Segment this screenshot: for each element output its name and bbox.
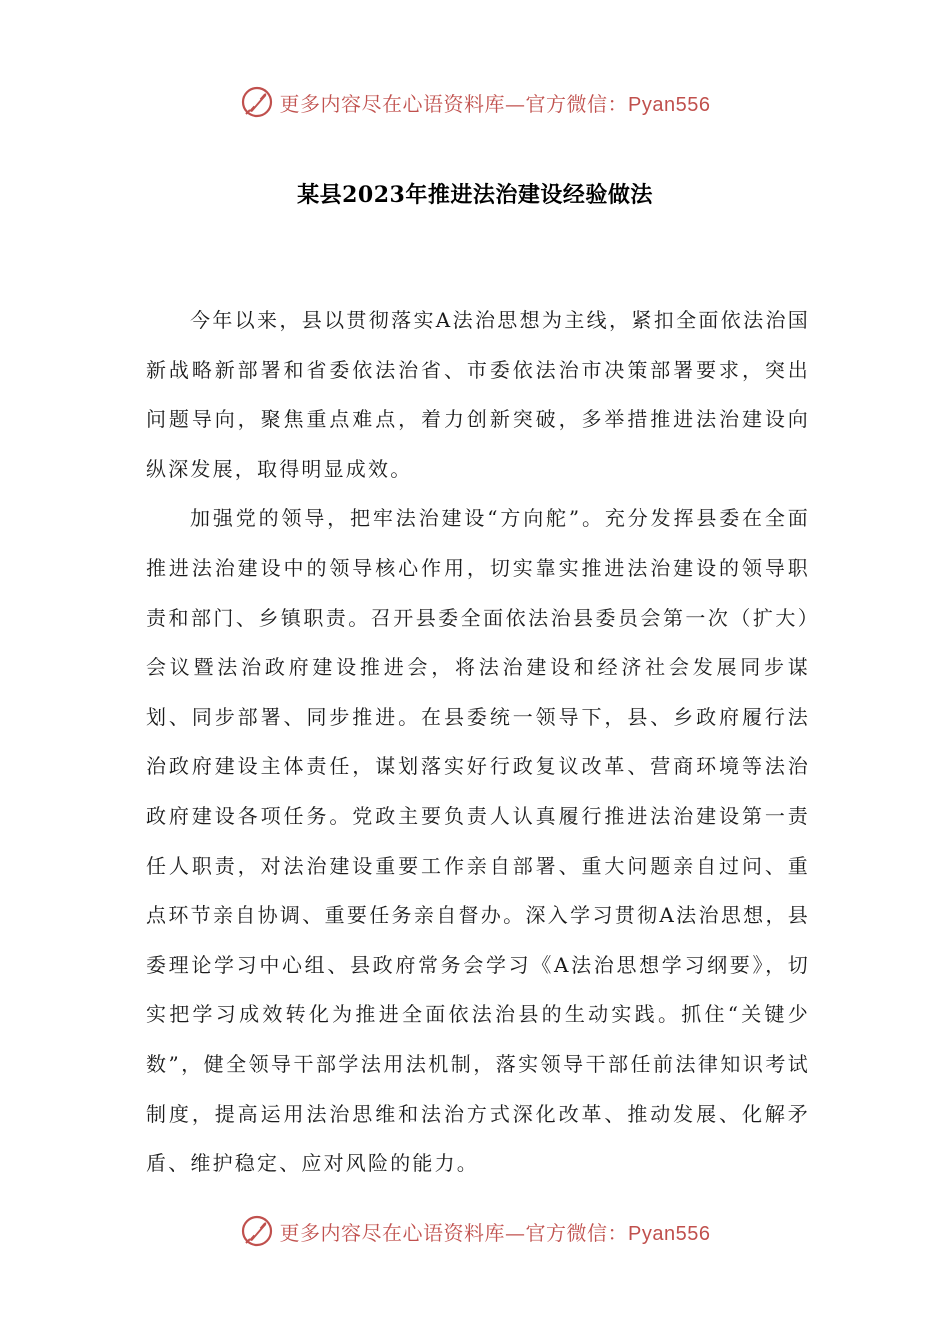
watermark-text <box>280 1217 711 1246</box>
wechat-id: Pyan556 <box>628 93 711 116</box>
watermark-text <box>280 88 711 117</box>
quill-pen-logo-icon <box>240 85 274 119</box>
document-title: 某县2023年推进法治建设经验做法 <box>297 182 653 208</box>
document-body <box>146 296 810 1189</box>
watermark-label: 更多内容尽在心语资料库—官方微信： <box>279 91 629 116</box>
paragraph-intro: 今年以来，县以贯彻落实A法治思想为主线，紧扣全面依法治国新战略新部署和省委依法治省、市委依法治市决策部署要求，突出问题导向，聚焦重点难点，着力创新突破，多举措推进法治建设向纵深发展，取得明显成效。 <box>146 308 810 481</box>
watermark-banner-bottom <box>0 1211 950 1251</box>
wechat-id: Pyan556 <box>628 1222 711 1245</box>
paragraph-party-leadership: 加强党的领导，把牢法治建设“方向舵”。充分发挥县委在全面推进法治建设中的领导核心作用，切实靠实推进法治建设的领导职责和部门、乡镇职责。召开县委全面依法治县委员会第一次（扩大）会议暨法治政府建设推进会，将法治建设和经济社会发展同步谋划、同步部署、同步推进。在县委统一领导下，县、乡政府履行法治政府建设主体责任，谋划落实好行政复议改革、营商环境等法治政府建设各项任务。党政主要负责人认真履行推进法治建设第一责任人职责，对法治建设重要工作亲自部署、重大问题亲自过问、重点环节亲自协调、重要任务亲自督办。深入学习贯彻A法治思想，县委理论学习中心组、县政府常务会学习《A法治思想学习纲要》，切实把学习成效转化为推进全面依法治县的生动实践。抓住“关键少数”，健全领导干部学法用法机制，落实领导干部任前法律知识考试制度，提高运用法治思维和法治方式深化改革、推动发展、化解矛盾、维护稳定、应对风险的能力。 <box>146 506 810 1176</box>
watermark-banner-top <box>0 82 950 122</box>
quill-pen-logo-icon <box>240 1214 274 1248</box>
watermark-label: 更多内容尽在心语资料库—官方微信： <box>279 1220 629 1245</box>
